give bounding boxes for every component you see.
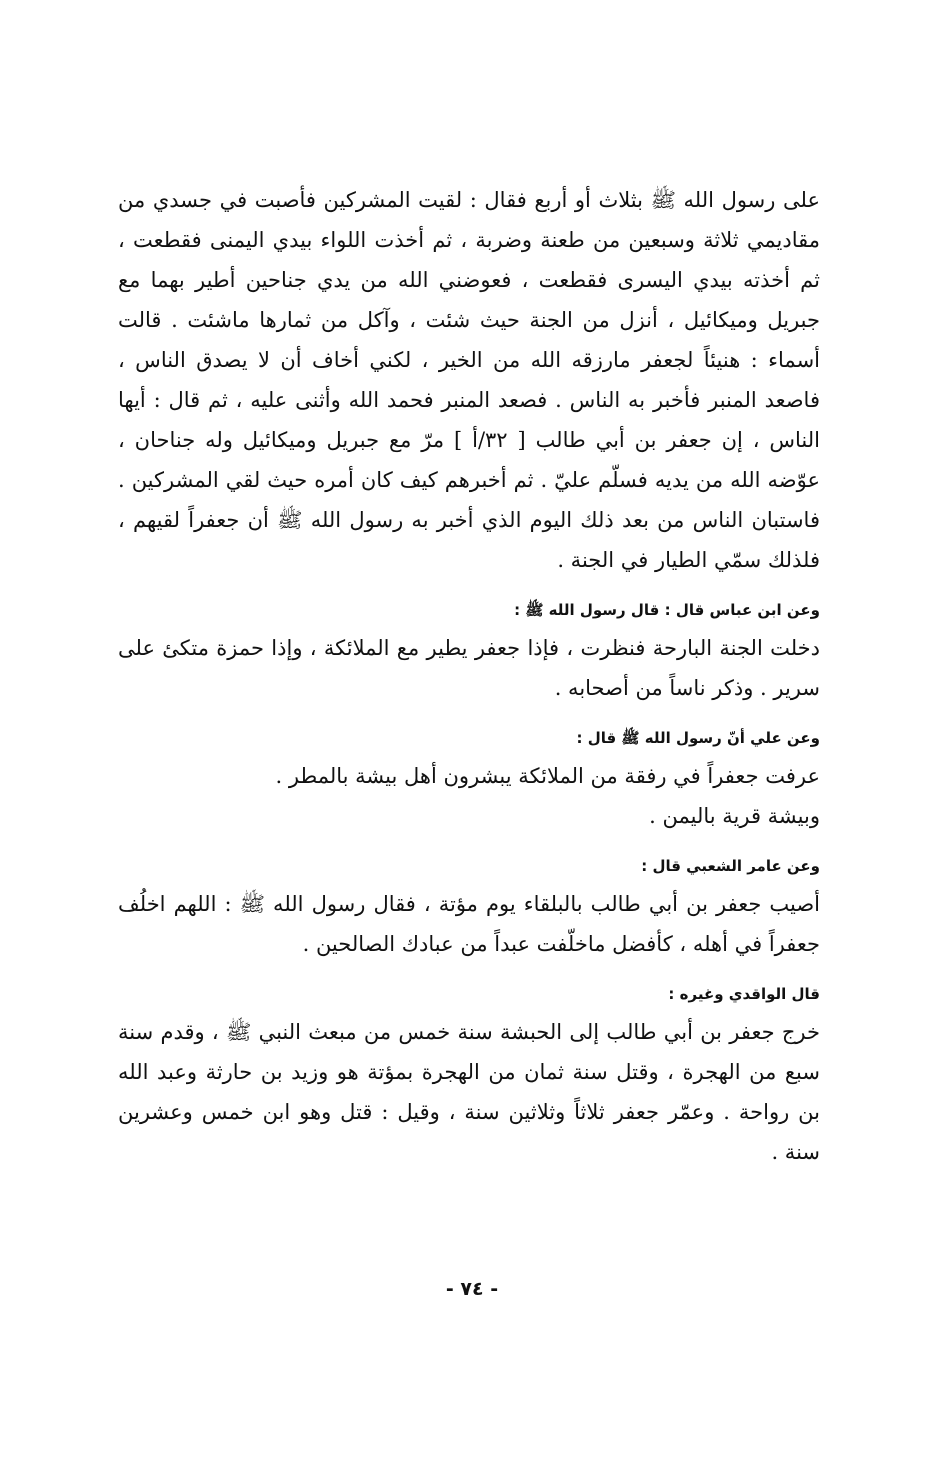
section-amir-shabi (118, 854, 820, 964)
section-text: دخلت الجنة البارحة فنظرت ، فإذا جعفر يطير مع الملائكة ، وإذا حمزة متكئ على سرير . وذكر ناساً من أصحابه . (118, 636, 820, 700)
section-text: عرفت جعفراً في رفقة من الملائكة يبشرون أهل بيشة بالمطر . (275, 764, 820, 788)
section-heading: قال الواقدي وغيره : (668, 985, 820, 1003)
section-heading: وعن علي أنّ رسول الله ﷺ قال : (576, 729, 820, 747)
section-text: وبيشة قرية باليمن . (649, 804, 820, 828)
section-text: خرج جعفر بن أبي طالب إلى الحبشة سنة خمس من مبعث النبي ﷺ ، وقدم سنة سبع من الهجرة ، وقتل سنة ثمان من الهجرة بمؤتة هو وزيد بن حارثة وعبد الله بن رواحة . وعمّر جعفر ثلاثاً وثلاثين سنة ، وقيل : قتل وهو ابن خمس وعشرين سنة . (118, 1020, 820, 1164)
section-text: أصيب جعفر بن أبي طالب بالبلقاء يوم مؤتة ، فقال رسول الله ﷺ : اللهم اخلُف جعفراً في أهله ، كأفضل ماخلّفت عبداً من عبادك الصالحين . (118, 892, 820, 956)
section-heading: وعن ابن عباس قال : قال رسول الله ﷺ : (514, 601, 820, 619)
page-number: - ٧٤ - (445, 1278, 499, 1300)
section-ibn-abbas (118, 598, 820, 708)
section-ali (118, 726, 820, 836)
section-heading: وعن عامر الشعبي قال : (641, 857, 820, 875)
page-body (118, 180, 820, 1172)
paragraph-main: على رسول الله ﷺ بثلاث أو أربع فقال : لقيت المشركين فأصبت في جسدي من مقاديمي ثلاثة وسبعين من طعنة وضربة ، ثم أخذت اللواء بيدي اليمنى فقطعت ، ثم أخذته بيدي اليسرى فقطعت ، فعوضني الله من يدي جناحين أطير بهما مع جبريل وميكائيل ، أنزل من الجنة حيث شئت ، وآكل من ثمارها ماشئت . قالت أسماء : هنيئاً لجعفر مارزقه الله من الخير ، لكني أخاف أن لا يصدق الناس ، فاصعد المنبر فأخبر به الناس . فصعد المنبر فحمد الله وأثنى عليه ، ثم قال : أيها الناس ، إن جعفر بن أبي طالب [ ٣٢/أ ] مرّ مع جبريل وميكائيل وله جناحان ، عوّضه الله من يديه فسلّم عليّ . ثم أخبرهم كيف كان أمره حيث لقي المشركين . فاستبان الناس من بعد ذلك اليوم الذي أخبر به رسول الله ﷺ أن جعفراً لقيهم ، فلذلك سمّي الطيار في الجنة . (118, 188, 821, 572)
section-waqidi (118, 982, 820, 1172)
